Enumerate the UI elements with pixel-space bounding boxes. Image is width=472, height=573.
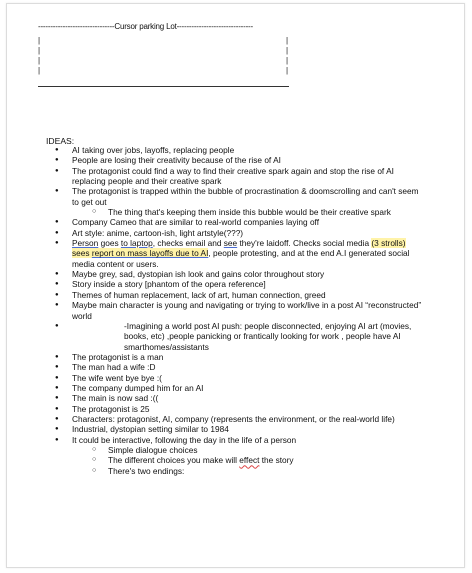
- list-item[interactable]: ● Maybe grey, sad, dystopian ish look and gains color throughout story: [52, 269, 424, 279]
- list-item[interactable]: ● The protagonist is a man: [52, 352, 424, 362]
- sub-list-item[interactable]: ○ The different choices you make will effect the story: [72, 455, 424, 465]
- list-item[interactable]: ● Maybe main character is young and navigating or trying to work/live in a post AI “reconstructed” world: [52, 300, 424, 321]
- list-item[interactable]: ● The man had a wife :D: [52, 362, 424, 372]
- sub-list: [72, 207, 424, 217]
- parking-lot-right-border: | | | |: [286, 36, 289, 75]
- list-item[interactable]: ● The wife went bye bye :(: [52, 373, 424, 383]
- list-item[interactable]: ● Characters: protagonist, AI, company (represents the environment, or the real-world life): [52, 414, 424, 424]
- parking-lot-header: -------------------------------Cursor parking Lot-------------------------------: [38, 22, 253, 31]
- ideas-heading: IDEAS:: [46, 136, 75, 146]
- sub-list-item[interactable]: ○ Simple dialogue choices: [72, 445, 424, 455]
- list-item[interactable]: ● The protagonist could find a way to find their creative spark again and stop the rise of AI replacing people and their creative spark: [52, 166, 424, 187]
- list-item[interactable]: ● AI taking over jobs, layoffs, replacing people: [52, 145, 424, 155]
- list-item[interactable]: ● People are losing their creativity because of the rise of AI: [52, 155, 424, 165]
- ideas-list: [52, 145, 424, 476]
- list-item[interactable]: ● Themes of human replacement, lack of art, human connection, greed: [52, 290, 424, 300]
- sub-list: [72, 445, 424, 476]
- parking-lot-bottom-line: [38, 86, 289, 87]
- list-item[interactable]: ● -Imagining a world post AI push: people disconnected, enjoying AI art (movies, books, etc) ,people panicking or frantically looking for work , people have AI smarthomes/assistants: [52, 321, 424, 352]
- list-item[interactable]: ● Company Cameo that are similar to real-world companies laying off: [52, 217, 424, 227]
- sub-list-item[interactable]: ○ The thing that's keeping them inside this bubble would be their creative spark: [72, 207, 424, 217]
- list-item[interactable]: ● It could be interactive, following the day in the life of a person ○ Simple dialogue choices ○ The different choices you make will effect the story ○ There's two endings:: [52, 435, 424, 476]
- list-item[interactable]: ● The main is now sad :((: [52, 393, 424, 403]
- list-item-person[interactable]: ● Person goes to laptop, checks email and see they're laidoff. Checks social media (3 strolls) sees report on mass layoffs due to AI, people protesting, and at the end A.I generated social media content or users.: [52, 238, 424, 269]
- list-item[interactable]: ● Story inside a story [phantom of the opera reference]: [52, 279, 424, 289]
- list-item[interactable]: ● Art style: anime, cartoon-ish, light artstyle(???): [52, 228, 424, 238]
- list-item[interactable]: ● Industrial, dystopian setting similar to 1984: [52, 424, 424, 434]
- sub-list-item[interactable]: ○ There's two endings:: [72, 466, 424, 476]
- list-item[interactable]: ● The protagonist is 25: [52, 404, 424, 414]
- parking-lot-left-border: | | | |: [38, 36, 41, 75]
- list-item[interactable]: ● The protagonist is trapped within the bubble of procrastination & doomscrolling and can't seem to get out ○ The thing that's keeping them inside this bubble would be their creative spark: [52, 186, 424, 217]
- list-item[interactable]: ● The company dumped him for an AI: [52, 383, 424, 393]
